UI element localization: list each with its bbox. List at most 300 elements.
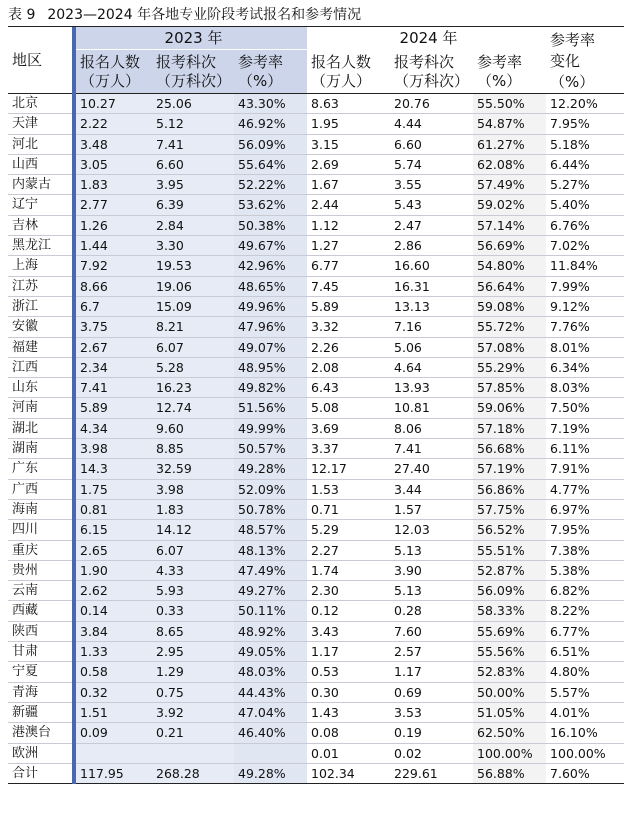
cell-applicants-2023: 3.84	[74, 621, 152, 641]
cell-applicants-2024: 102.34	[307, 763, 390, 783]
cell-subjects-2024: 3.44	[390, 479, 473, 499]
cell-rate-2024: 57.08%	[473, 337, 546, 357]
cell-subjects-2024: 16.31	[390, 276, 473, 296]
cell-applicants-2023: 2.65	[74, 540, 152, 560]
table-row	[8, 540, 624, 560]
table-row	[8, 256, 624, 276]
header-subjects-2024	[390, 50, 473, 94]
cell-applicants-2023: 6.7	[74, 296, 152, 316]
cell-subjects-2024: 4.44	[390, 114, 473, 134]
header-rate-change-line3: （%）	[550, 73, 595, 91]
cell-subjects-2024: 1.57	[390, 499, 473, 519]
cell-subjects-2024: 27.40	[390, 459, 473, 479]
cell-subjects-2023: 0.75	[152, 682, 234, 702]
cell-rate-change: 6.51%	[546, 642, 624, 662]
cell-subjects-2024: 229.61	[390, 763, 473, 783]
cell-rate-change: 7.38%	[546, 540, 624, 560]
cell-subjects-2023: 0.21	[152, 723, 234, 743]
header-applicants-unit: （万人）	[80, 71, 141, 90]
cell-region: 山西	[8, 154, 74, 174]
cell-rate-2023: 53.62%	[234, 195, 307, 215]
cell-subjects-2024: 7.60	[390, 621, 473, 641]
table-row	[8, 581, 624, 601]
cell-rate-change: 8.22%	[546, 601, 624, 621]
cell-applicants-2024: 0.12	[307, 601, 390, 621]
cell-region: 四川	[8, 520, 74, 540]
cell-subjects-2023: 8.85	[152, 439, 234, 459]
cell-rate-2024: 62.50%	[473, 723, 546, 743]
cell-applicants-2023: 1.75	[74, 479, 152, 499]
cell-applicants-2023: 1.44	[74, 236, 152, 256]
cell-rate-2024: 52.83%	[473, 662, 546, 682]
cell-rate-2023: 47.49%	[234, 560, 307, 580]
cell-subjects-2023: 32.59	[152, 459, 234, 479]
header-rate-unit: （%）	[477, 71, 522, 90]
cell-rate-change: 16.10%	[546, 723, 624, 743]
table-row	[8, 276, 624, 296]
cell-applicants-2023	[74, 743, 152, 763]
cell-subjects-2024: 2.86	[390, 236, 473, 256]
cell-subjects-2023: 12.74	[152, 398, 234, 418]
cell-subjects-2023: 3.92	[152, 702, 234, 722]
cell-rate-change: 7.76%	[546, 317, 624, 337]
cell-applicants-2024: 1.17	[307, 642, 390, 662]
cell-rate-2024: 55.50%	[473, 94, 546, 114]
cell-applicants-2023: 1.90	[74, 560, 152, 580]
cell-rate-2024: 57.19%	[473, 459, 546, 479]
table-row	[8, 479, 624, 499]
cell-applicants-2023: 2.77	[74, 195, 152, 215]
cell-rate-2024: 57.75%	[473, 499, 546, 519]
table-row	[8, 296, 624, 316]
header-rate-label: 参考率	[238, 52, 284, 71]
cell-region: 贵州	[8, 560, 74, 580]
cell-region: 江苏	[8, 276, 74, 296]
cell-applicants-2023: 0.81	[74, 499, 152, 519]
cell-rate-2023	[234, 743, 307, 763]
cell-rate-2023: 51.56%	[234, 398, 307, 418]
cell-rate-2023: 49.96%	[234, 296, 307, 316]
cell-rate-2023: 50.78%	[234, 499, 307, 519]
cell-subjects-2024: 13.13	[390, 296, 473, 316]
cell-rate-2023: 46.40%	[234, 723, 307, 743]
cell-subjects-2024: 0.02	[390, 743, 473, 763]
cell-rate-2023: 49.27%	[234, 581, 307, 601]
cell-rate-2023: 49.82%	[234, 378, 307, 398]
cell-subjects-2024: 4.64	[390, 357, 473, 377]
cell-region: 河北	[8, 134, 74, 154]
cell-rate-change: 11.84%	[546, 256, 624, 276]
cell-subjects-2023: 5.12	[152, 114, 234, 134]
cell-subjects-2023: 5.28	[152, 357, 234, 377]
table-row	[8, 682, 624, 702]
cell-applicants-2024: 0.53	[307, 662, 390, 682]
cell-applicants-2023: 1.83	[74, 175, 152, 195]
cell-rate-change: 8.01%	[546, 337, 624, 357]
table-row	[8, 94, 624, 114]
cell-subjects-2023: 6.07	[152, 540, 234, 560]
cell-subjects-2023: 6.07	[152, 337, 234, 357]
cell-subjects-2024: 7.41	[390, 439, 473, 459]
cell-rate-change: 8.03%	[546, 378, 624, 398]
cell-applicants-2023: 14.3	[74, 459, 152, 479]
header-rate-change-line1: 参考率	[550, 31, 596, 49]
cell-rate-2024: 50.00%	[473, 682, 546, 702]
cell-rate-2023: 44.43%	[234, 682, 307, 702]
cell-region: 北京	[8, 94, 74, 114]
cell-applicants-2023: 2.67	[74, 337, 152, 357]
cell-subjects-2024: 0.28	[390, 601, 473, 621]
cell-subjects-2024: 0.19	[390, 723, 473, 743]
cell-region: 重庆	[8, 540, 74, 560]
cell-rate-2023: 47.96%	[234, 317, 307, 337]
header-rate-2024	[473, 50, 546, 94]
cell-subjects-2024: 10.81	[390, 398, 473, 418]
cell-applicants-2024: 3.15	[307, 134, 390, 154]
header-subjects-unit: （万科次）	[156, 71, 232, 90]
cell-rate-2024: 55.72%	[473, 317, 546, 337]
cell-rate-2024: 56.86%	[473, 479, 546, 499]
cell-applicants-2023: 0.14	[74, 601, 152, 621]
cell-rate-2024: 62.08%	[473, 154, 546, 174]
cell-region: 甘肃	[8, 642, 74, 662]
header-region: 地区	[8, 27, 74, 94]
cell-subjects-2024: 20.76	[390, 94, 473, 114]
cell-rate-2024: 57.85%	[473, 378, 546, 398]
cell-subjects-2024: 2.57	[390, 642, 473, 662]
cell-subjects-2023: 14.12	[152, 520, 234, 540]
cell-rate-2024: 52.87%	[473, 560, 546, 580]
cell-applicants-2023: 1.33	[74, 642, 152, 662]
cell-applicants-2024: 0.08	[307, 723, 390, 743]
cell-region: 山东	[8, 378, 74, 398]
cell-rate-2024: 100.00%	[473, 743, 546, 763]
table-row	[8, 195, 624, 215]
cell-rate-2024: 56.88%	[473, 763, 546, 783]
table-body	[8, 94, 624, 784]
cell-applicants-2024: 8.63	[307, 94, 390, 114]
cell-applicants-2024: 2.08	[307, 357, 390, 377]
cell-rate-2024: 55.51%	[473, 540, 546, 560]
cell-rate-2024: 57.14%	[473, 215, 546, 235]
cell-rate-2023: 49.28%	[234, 763, 307, 783]
table-row	[8, 520, 624, 540]
cell-subjects-2023: 3.95	[152, 175, 234, 195]
cell-rate-change: 5.38%	[546, 560, 624, 580]
cell-region: 江西	[8, 357, 74, 377]
cell-rate-2023: 49.05%	[234, 642, 307, 662]
cell-applicants-2024: 1.12	[307, 215, 390, 235]
cell-applicants-2024: 12.17	[307, 459, 390, 479]
cell-subjects-2024: 5.06	[390, 337, 473, 357]
cell-rate-2023: 47.04%	[234, 702, 307, 722]
cell-rate-change: 7.99%	[546, 276, 624, 296]
header-applicants-label: 报名人数	[311, 52, 372, 71]
cell-region: 上海	[8, 256, 74, 276]
cell-region: 河南	[8, 398, 74, 418]
cell-rate-2023: 56.09%	[234, 134, 307, 154]
cell-rate-2023: 49.28%	[234, 459, 307, 479]
cell-subjects-2024: 3.53	[390, 702, 473, 722]
cell-applicants-2023: 2.34	[74, 357, 152, 377]
cell-rate-2023: 50.38%	[234, 215, 307, 235]
table-row	[8, 662, 624, 682]
cell-rate-change: 6.34%	[546, 357, 624, 377]
cell-region: 陕西	[8, 621, 74, 641]
cell-region: 黑龙江	[8, 236, 74, 256]
cell-subjects-2023: 8.65	[152, 621, 234, 641]
cell-rate-change: 6.97%	[546, 499, 624, 519]
cell-subjects-2024: 3.90	[390, 560, 473, 580]
cell-region: 广西	[8, 479, 74, 499]
cell-rate-2023: 42.96%	[234, 256, 307, 276]
cell-rate-change: 7.60%	[546, 763, 624, 783]
cell-applicants-2023: 6.15	[74, 520, 152, 540]
cell-subjects-2023: 1.83	[152, 499, 234, 519]
cell-rate-2024: 56.09%	[473, 581, 546, 601]
table-row	[8, 642, 624, 662]
cell-region: 西藏	[8, 601, 74, 621]
cell-rate-2024: 55.29%	[473, 357, 546, 377]
cell-region: 天津	[8, 114, 74, 134]
cell-subjects-2023	[152, 743, 234, 763]
table-row	[8, 743, 624, 763]
cell-applicants-2023: 3.05	[74, 154, 152, 174]
cell-applicants-2024: 0.01	[307, 743, 390, 763]
cell-subjects-2024: 8.06	[390, 418, 473, 438]
header-rate-2023	[234, 50, 307, 94]
header-rate-change-line2: 变化	[550, 52, 581, 70]
cell-subjects-2024: 3.55	[390, 175, 473, 195]
cell-rate-2024: 59.06%	[473, 398, 546, 418]
cell-applicants-2024: 1.74	[307, 560, 390, 580]
cell-rate-change: 5.40%	[546, 195, 624, 215]
cell-subjects-2023: 15.09	[152, 296, 234, 316]
cell-subjects-2024: 16.60	[390, 256, 473, 276]
cell-subjects-2023: 1.29	[152, 662, 234, 682]
table-row	[8, 175, 624, 195]
cell-rate-change: 9.12%	[546, 296, 624, 316]
table-row	[8, 439, 624, 459]
cell-rate-2024: 59.02%	[473, 195, 546, 215]
table-row	[8, 621, 624, 641]
cell-rate-2023: 52.09%	[234, 479, 307, 499]
cell-applicants-2023: 3.48	[74, 134, 152, 154]
cell-rate-change: 4.77%	[546, 479, 624, 499]
cell-subjects-2024: 0.69	[390, 682, 473, 702]
table-row	[8, 154, 624, 174]
cell-rate-2024: 54.80%	[473, 256, 546, 276]
cell-subjects-2023: 6.39	[152, 195, 234, 215]
header-rate-change	[546, 27, 624, 94]
cell-region: 安徽	[8, 317, 74, 337]
table-row	[8, 723, 624, 743]
cell-applicants-2024: 1.67	[307, 175, 390, 195]
header-year-2024: 2024 年	[307, 27, 546, 50]
cell-rate-2024: 55.56%	[473, 642, 546, 662]
table-row	[8, 357, 624, 377]
cell-subjects-2024: 7.16	[390, 317, 473, 337]
cell-rate-2023: 52.22%	[234, 175, 307, 195]
cell-rate-2024: 55.69%	[473, 621, 546, 641]
table-title: 2023—2024 年各地专业阶段考试报名和参考情况	[47, 7, 362, 23]
cell-rate-2023: 48.95%	[234, 357, 307, 377]
cell-rate-change: 7.95%	[546, 114, 624, 134]
cell-subjects-2024: 2.47	[390, 215, 473, 235]
table-row	[8, 337, 624, 357]
cell-region: 合计	[8, 763, 74, 783]
header-year-2023: 2023 年	[74, 27, 307, 50]
table-caption	[8, 4, 624, 27]
cell-applicants-2023: 3.75	[74, 317, 152, 337]
cell-applicants-2023: 1.26	[74, 215, 152, 235]
cell-applicants-2024: 5.89	[307, 296, 390, 316]
cell-applicants-2023: 8.66	[74, 276, 152, 296]
cell-rate-2024: 54.87%	[473, 114, 546, 134]
cell-region: 浙江	[8, 296, 74, 316]
cell-applicants-2023: 117.95	[74, 763, 152, 783]
cell-applicants-2023: 5.89	[74, 398, 152, 418]
cell-subjects-2024: 5.13	[390, 540, 473, 560]
cell-applicants-2024: 1.27	[307, 236, 390, 256]
cell-rate-change: 6.77%	[546, 621, 624, 641]
table-row	[8, 317, 624, 337]
cell-rate-2023: 55.64%	[234, 154, 307, 174]
table-row	[8, 560, 624, 580]
cell-applicants-2024: 3.69	[307, 418, 390, 438]
cell-subjects-2023: 7.41	[152, 134, 234, 154]
cell-region: 广东	[8, 459, 74, 479]
table-row	[8, 499, 624, 519]
table-number: 表 9	[8, 7, 36, 23]
cell-subjects-2024: 6.60	[390, 134, 473, 154]
table-row	[8, 114, 624, 134]
cell-subjects-2023: 19.53	[152, 256, 234, 276]
cell-applicants-2023: 2.22	[74, 114, 152, 134]
cell-region: 辽宁	[8, 195, 74, 215]
cell-applicants-2024: 6.43	[307, 378, 390, 398]
cell-applicants-2024: 0.71	[307, 499, 390, 519]
cell-subjects-2024: 5.43	[390, 195, 473, 215]
cell-rate-2023: 50.57%	[234, 439, 307, 459]
cell-region: 新疆	[8, 702, 74, 722]
cell-applicants-2024: 0.30	[307, 682, 390, 702]
cell-rate-2023: 43.30%	[234, 94, 307, 114]
table-row	[8, 702, 624, 722]
cell-region: 欧洲	[8, 743, 74, 763]
header-subjects-label: 报考科次	[394, 52, 455, 71]
cell-rate-change: 6.82%	[546, 581, 624, 601]
cell-rate-2024: 57.18%	[473, 418, 546, 438]
cell-rate-change: 6.44%	[546, 154, 624, 174]
cell-region: 宁夏	[8, 662, 74, 682]
cell-region: 内蒙古	[8, 175, 74, 195]
cell-applicants-2024: 2.30	[307, 581, 390, 601]
cell-rate-2023: 48.13%	[234, 540, 307, 560]
cell-region: 吉林	[8, 215, 74, 235]
cell-applicants-2023: 10.27	[74, 94, 152, 114]
header-subjects-unit: （万科次）	[394, 71, 470, 90]
cell-subjects-2023: 3.98	[152, 479, 234, 499]
cell-region: 湖南	[8, 439, 74, 459]
cell-applicants-2023: 0.32	[74, 682, 152, 702]
cell-subjects-2023: 2.95	[152, 642, 234, 662]
cell-applicants-2023: 4.34	[74, 418, 152, 438]
header-subjects-2023	[152, 50, 234, 94]
table-row	[8, 601, 624, 621]
cell-rate-change: 7.50%	[546, 398, 624, 418]
cell-applicants-2023: 0.58	[74, 662, 152, 682]
cell-applicants-2024: 7.45	[307, 276, 390, 296]
report-table-figure	[8, 4, 624, 784]
cell-subjects-2024: 5.13	[390, 581, 473, 601]
header-rate-unit: （%）	[238, 71, 283, 90]
cell-applicants-2024: 1.53	[307, 479, 390, 499]
cell-subjects-2023: 6.60	[152, 154, 234, 174]
cell-subjects-2023: 4.33	[152, 560, 234, 580]
cell-rate-2023: 49.67%	[234, 236, 307, 256]
header-applicants-2024	[307, 50, 390, 94]
cell-applicants-2023: 0.09	[74, 723, 152, 743]
cell-applicants-2024: 3.43	[307, 621, 390, 641]
cell-rate-2024: 56.68%	[473, 439, 546, 459]
cell-applicants-2023: 3.98	[74, 439, 152, 459]
cell-applicants-2024: 5.29	[307, 520, 390, 540]
cell-rate-change: 5.18%	[546, 134, 624, 154]
cell-rate-change: 7.91%	[546, 459, 624, 479]
cell-region: 福建	[8, 337, 74, 357]
cell-rate-2023: 46.92%	[234, 114, 307, 134]
cell-applicants-2024: 2.27	[307, 540, 390, 560]
cell-applicants-2023: 2.62	[74, 581, 152, 601]
cell-rate-change: 12.20%	[546, 94, 624, 114]
cell-subjects-2023: 9.60	[152, 418, 234, 438]
cell-rate-change: 5.57%	[546, 682, 624, 702]
cell-subjects-2023: 5.93	[152, 581, 234, 601]
cell-subjects-2024: 5.74	[390, 154, 473, 174]
cell-applicants-2024: 6.77	[307, 256, 390, 276]
cell-applicants-2024: 1.95	[307, 114, 390, 134]
table-row	[8, 418, 624, 438]
cell-applicants-2024: 5.08	[307, 398, 390, 418]
table-row	[8, 236, 624, 256]
table-row	[8, 378, 624, 398]
cell-rate-2023: 49.07%	[234, 337, 307, 357]
cell-region: 湖北	[8, 418, 74, 438]
cell-rate-change: 6.76%	[546, 215, 624, 235]
cell-rate-2024: 51.05%	[473, 702, 546, 722]
cell-applicants-2024: 2.69	[307, 154, 390, 174]
cell-subjects-2024: 12.03	[390, 520, 473, 540]
cell-subjects-2023: 268.28	[152, 763, 234, 783]
cell-subjects-2024: 1.17	[390, 662, 473, 682]
cell-rate-change: 4.80%	[546, 662, 624, 682]
table-row	[8, 459, 624, 479]
cell-rate-2023: 48.92%	[234, 621, 307, 641]
cell-rate-change: 7.19%	[546, 418, 624, 438]
cell-rate-2023: 48.65%	[234, 276, 307, 296]
cell-subjects-2023: 3.30	[152, 236, 234, 256]
cell-subjects-2024: 13.93	[390, 378, 473, 398]
cell-rate-change: 6.11%	[546, 439, 624, 459]
cell-region: 青海	[8, 682, 74, 702]
cell-rate-2023: 48.57%	[234, 520, 307, 540]
cell-applicants-2024: 3.37	[307, 439, 390, 459]
cell-applicants-2024: 2.44	[307, 195, 390, 215]
cell-rate-2024: 58.33%	[473, 601, 546, 621]
header-applicants-2023	[74, 50, 152, 94]
cell-rate-2023: 50.11%	[234, 601, 307, 621]
